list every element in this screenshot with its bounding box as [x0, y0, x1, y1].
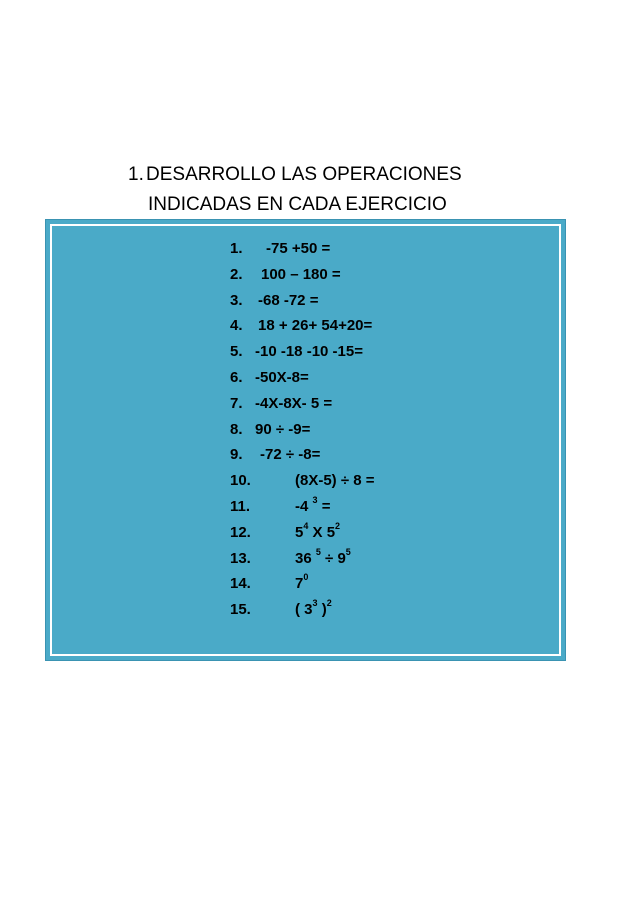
exercise-expression: -50X-8=: [255, 368, 309, 386]
exercise-number: 1.: [230, 240, 243, 257]
exercise-item: [230, 468, 375, 494]
exercise-expression: $5^4$ X $5^2$: [295, 520, 341, 541]
exercise-number: 13.: [230, 549, 251, 567]
exercise-item: [230, 391, 375, 417]
exercise-number: 12.: [230, 523, 251, 541]
exercise-item: [230, 313, 375, 339]
exercise-number: 15.: [230, 601, 251, 619]
exercise-expression: $7^0$: [295, 572, 309, 593]
heading-line-2: INDICADAS EN CADA EJERCICIO: [148, 194, 447, 215]
exponent: 3: [312, 598, 318, 609]
exponent: 3: [312, 494, 318, 505]
exercise-item: [230, 365, 375, 391]
exercise-expression: -4X-8X- 5 =: [255, 394, 333, 412]
exercise-expression: 100 – 180 =: [261, 265, 341, 283]
exercise-expression: 90 ÷ -9=: [255, 420, 311, 438]
exercise-expression: -10 -18 -10 -15=: [255, 343, 363, 361]
exercise-heading: [128, 160, 462, 220]
exercise-number: 2.: [230, 265, 243, 283]
exponent: 0: [303, 572, 309, 583]
exercise-expression: -72 ÷ -8=: [260, 446, 321, 464]
exercise-item: [230, 494, 375, 520]
exercise-number: 6.: [230, 368, 243, 386]
exercise-number: 8.: [230, 420, 243, 438]
exercise-expression: -4 $^3$ =: [295, 494, 331, 515]
exercise-expression: 18 + 26+ 54+20=: [258, 317, 373, 335]
exercise-number: 4.: [230, 317, 243, 335]
exercise-number: 5.: [230, 343, 243, 361]
heading-number: 1.: [128, 164, 144, 185]
heading-line-1: DESARROLLO LAS OPERACIONES: [146, 164, 462, 185]
exercise-expression: (8X-5) ÷ 8 =: [295, 472, 375, 490]
exercise-item: [230, 571, 375, 597]
exercise-item: [230, 520, 375, 546]
exercise-item: [230, 597, 375, 623]
exercise-list: [230, 236, 375, 623]
exponent: 4: [303, 520, 309, 531]
exponent: 5: [345, 546, 351, 557]
exercise-item: [230, 417, 375, 443]
exercise-expression: 36 $^5 \div 9^5$: [295, 546, 351, 567]
exercise-expression: ( $3^3$ )$^2$: [295, 598, 332, 619]
exercise-number: 7.: [230, 394, 243, 412]
exercise-number: 9.: [230, 446, 243, 464]
exercise-number: 3.: [230, 291, 243, 309]
exercise-number: 11.: [230, 497, 251, 515]
exercise-expression: -75 +50 =: [266, 240, 331, 257]
exercise-number: 10.: [230, 472, 251, 490]
exponent: 2: [326, 598, 332, 609]
exponent: 2: [335, 520, 341, 531]
exercise-item: [230, 236, 375, 262]
exponent: 5: [315, 546, 321, 557]
exercise-item: [230, 288, 375, 314]
exercise-number: 14.: [230, 575, 251, 593]
exercise-item: [230, 546, 375, 572]
exercise-item: [230, 339, 375, 365]
exercise-expression: -68 -72 =: [258, 291, 319, 309]
exercise-item: [230, 262, 375, 288]
exercise-item: [230, 442, 375, 468]
